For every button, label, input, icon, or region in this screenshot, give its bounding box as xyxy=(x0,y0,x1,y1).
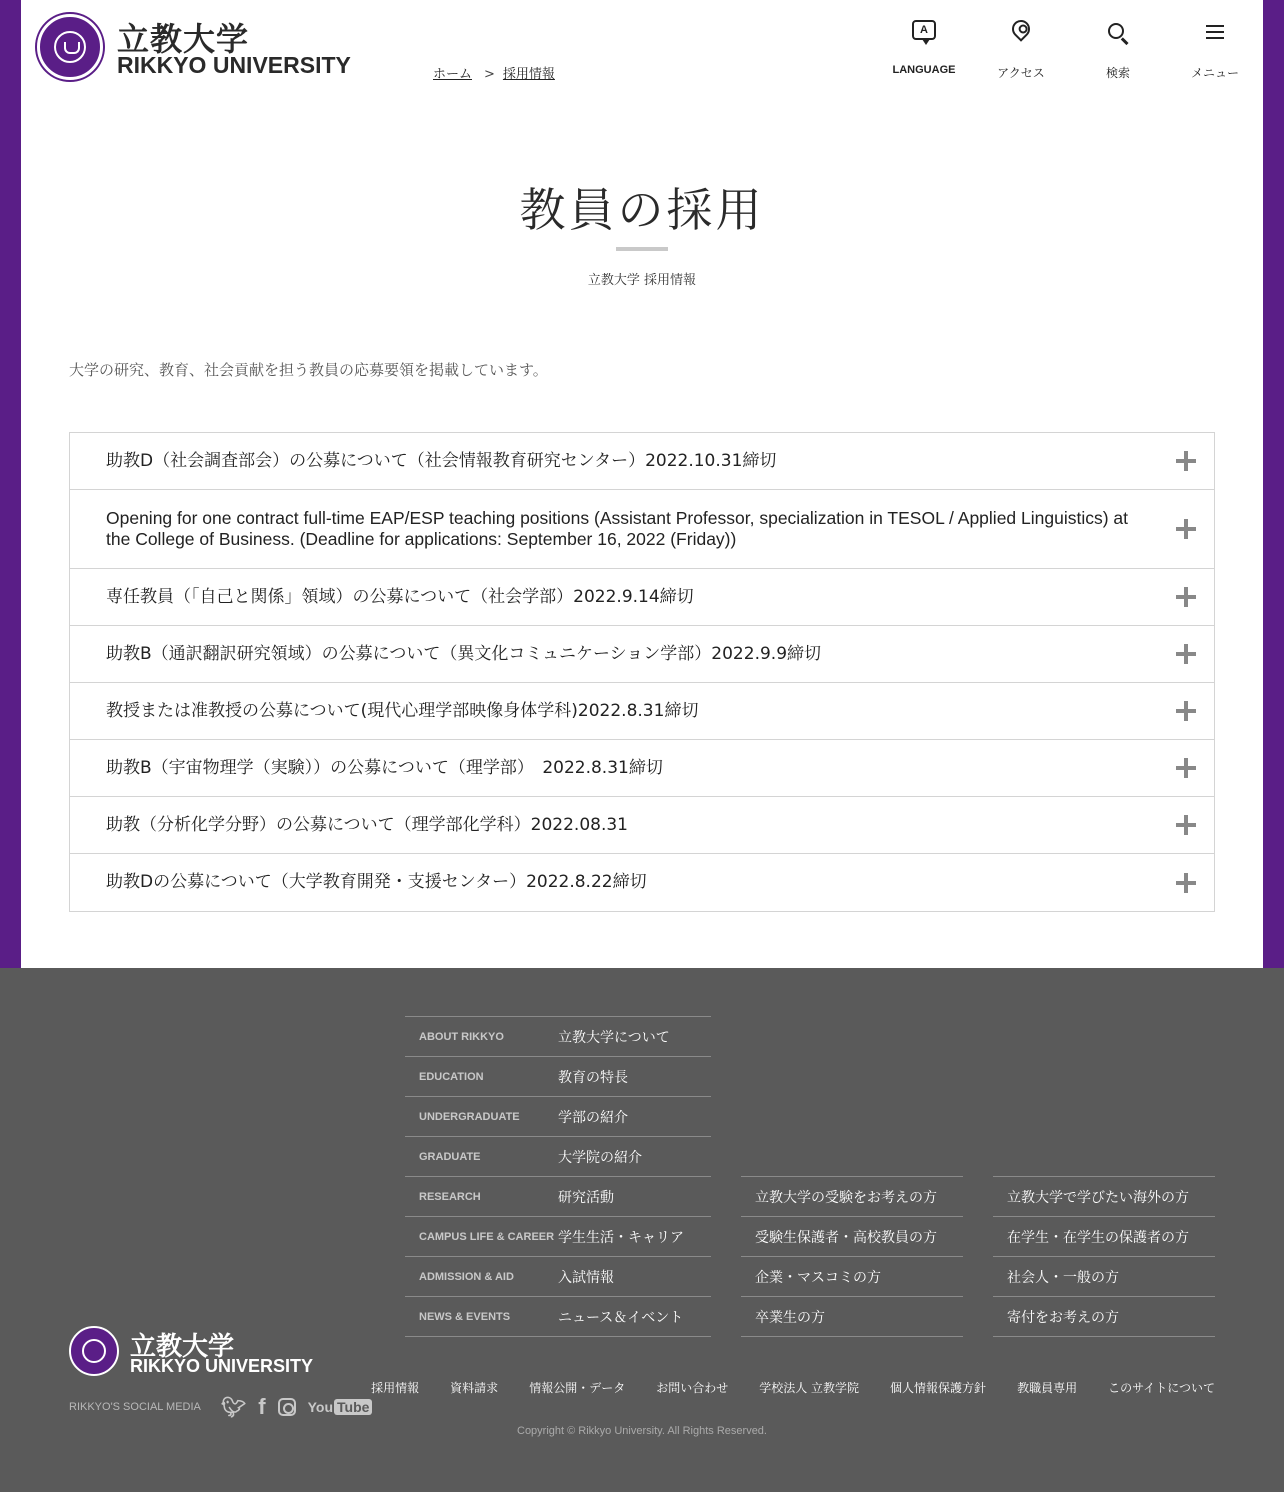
accordion-item-title: 助教B（通訳翻訳研究領域）の公募について（異文化コミュニケーション学部）2022.9.9締切 xyxy=(106,643,822,664)
footer-link-privacy[interactable]: 個人情報保護方針 xyxy=(890,1381,987,1395)
footer-nav-jp-label: 入試情報 xyxy=(558,1269,614,1286)
breadcrumb-current-link[interactable]: 採用情報 xyxy=(502,67,555,82)
breadcrumb-home-link[interactable]: ホーム xyxy=(433,67,473,82)
footer-nav-item[interactable] xyxy=(405,1177,711,1217)
facebook-icon[interactable]: f xyxy=(258,1394,266,1419)
footer-audience-link[interactable]: 在学生・在学生の保護者の方 xyxy=(993,1217,1215,1257)
title-divider xyxy=(616,247,668,251)
accordion-item[interactable] xyxy=(70,797,1214,854)
accordion-item-title: 助教Dの公募について（大学教育開発・支援センター）2022.8.22締切 xyxy=(106,872,647,892)
footer-audience-column-2 xyxy=(993,1176,1215,1337)
plus-icon[interactable] xyxy=(1176,815,1196,835)
footer-nav-en-label: UNDERGRADUATE xyxy=(419,1110,520,1123)
footer-link-recruitment[interactable]: 採用情報 xyxy=(371,1381,420,1395)
footer-audience-link[interactable]: 卒業生の方 xyxy=(741,1297,963,1337)
footer-audience-link[interactable]: 企業・マスコミの方 xyxy=(741,1257,963,1297)
social-media-bar xyxy=(69,1394,372,1420)
footer-link-request-materials[interactable]: 資料請求 xyxy=(450,1381,499,1395)
accordion-item[interactable] xyxy=(70,490,1214,569)
accordion-item-title: 助教D（社会調査部会）の公募について（社会情報教育研究センター）2022.10.31締切 xyxy=(106,450,777,471)
accordion-item[interactable] xyxy=(70,569,1214,626)
footer-link-disclosure[interactable]: 情報公開・データ xyxy=(529,1381,626,1395)
hamburger-menu-icon xyxy=(1206,25,1224,27)
twitter-icon[interactable]: 🐦︎ xyxy=(220,1396,247,1419)
footer-nav-jp-label: 教育の特長 xyxy=(558,1069,628,1086)
footer-nav-jp-label: 学生生活・キャリア xyxy=(558,1229,684,1246)
footer-audience-link[interactable]: 受験生保護者・高校教員の方 xyxy=(741,1217,963,1257)
accordion-item-title: 教授または准教授の公募について(現代心理学部映像身体学科)2022.8.31締切 xyxy=(106,700,699,721)
plus-icon[interactable] xyxy=(1176,758,1196,778)
footer-logo-japanese[interactable]: 立教大学 xyxy=(130,1332,235,1362)
search-icon xyxy=(1108,23,1124,39)
footer-nav-item[interactable] xyxy=(405,1297,711,1337)
breadcrumb xyxy=(433,63,555,82)
youtube-icon-tube: Tube xyxy=(334,1399,372,1415)
footer-university-seal-logo[interactable] xyxy=(69,1326,119,1376)
access-button[interactable] xyxy=(981,18,1061,81)
accordion-item[interactable] xyxy=(70,683,1214,740)
plus-icon[interactable] xyxy=(1176,701,1196,721)
plus-icon[interactable] xyxy=(1176,587,1196,607)
footer-nav-en-label: EDUCATION xyxy=(419,1070,484,1083)
accordion-item-title: 専任教員（「自己と関係」領域）の公募について（社会学部）2022.9.14締切 xyxy=(106,586,694,607)
footer-nav-en-label: ADMISSION & AID xyxy=(419,1270,514,1283)
plus-icon[interactable] xyxy=(1176,873,1196,893)
page-content xyxy=(21,0,1263,968)
menu-label: メニュー xyxy=(1190,66,1239,80)
page-title: 教員の採用 xyxy=(519,183,765,237)
footer-audience-link[interactable]: 寄付をお考えの方 xyxy=(993,1297,1215,1337)
footer-audience-column-1 xyxy=(741,1176,963,1337)
search-label: 検索 xyxy=(1105,66,1130,80)
accordion-item-title: Opening for one contract full-time EAP/ESP teaching positions (Assistant Professor, specialization in TESOL / Applied Linguistics) at the College of Business. (Deadline for applications: September 16, 2022 (Friday)) xyxy=(106,508,1129,549)
footer-nav-jp-label: 立教大学について xyxy=(558,1029,670,1046)
job-postings-accordion xyxy=(69,432,1215,912)
footer-nav-jp-label: ニュース＆イベント xyxy=(558,1309,684,1326)
footer-nav-item[interactable] xyxy=(405,1097,711,1137)
lead-text: 大学の研究、教育、社会貢献を担う教員の応募要領を掲載しています。 xyxy=(69,361,548,379)
footer-audience-link[interactable]: 社会人・一般の方 xyxy=(993,1257,1215,1297)
plus-icon[interactable] xyxy=(1176,644,1196,664)
footer-link-contact[interactable]: お問い合わせ xyxy=(656,1381,729,1395)
footer-nav-item[interactable] xyxy=(405,1017,711,1057)
footer-main-nav xyxy=(405,1016,711,1337)
accordion-item-title: 助教B（宇宙物理学（実験））の公募について（理学部） 2022.8.31締切 xyxy=(106,757,663,778)
plus-icon[interactable] xyxy=(1176,451,1196,471)
footer-link-about-site[interactable]: このサイトについて xyxy=(1108,1381,1215,1395)
logo-english[interactable]: RIKKYO UNIVERSITY xyxy=(117,52,351,78)
footer-nav-en-label: RESEARCH xyxy=(419,1190,481,1203)
footer-nav-jp-label: 学部の紹介 xyxy=(558,1109,628,1126)
footer-nav-item[interactable] xyxy=(405,1217,711,1257)
page-subtitle: 立教大学 採用情報 xyxy=(587,273,697,288)
accordion-item[interactable] xyxy=(70,626,1214,683)
access-label: アクセス xyxy=(997,66,1045,80)
footer-utility-links xyxy=(371,1379,1215,1396)
accordion-item-title: 助教（分析化学分野）の公募について（理学部化学科）2022.08.31 xyxy=(106,814,628,835)
footer-audience-link[interactable]: 立教大学の受験をお考えの方 xyxy=(741,1177,963,1217)
map-pin-icon xyxy=(1008,16,1033,41)
social-media-label: RIKKYO'S SOCIAL MEDIA xyxy=(69,1401,201,1413)
footer-nav-item[interactable] xyxy=(405,1057,711,1097)
footer-logo-english[interactable]: RIKKYO UNIVERSITY xyxy=(130,1356,314,1376)
footer-nav-en-label: NEWS & EVENTS xyxy=(419,1310,511,1323)
footer-audience-link[interactable]: 立教大学で学びたい海外の方 xyxy=(993,1177,1215,1217)
menu-button[interactable] xyxy=(1175,18,1255,81)
footer-link-staff[interactable]: 教職員専用 xyxy=(1017,1381,1078,1395)
youtube-icon[interactable] xyxy=(308,1399,373,1415)
youtube-icon-text: You xyxy=(307,1399,334,1415)
language-label: LANGUAGE xyxy=(892,64,956,76)
copyright: Copyright © Rikkyo University. All Rights Reserved. xyxy=(517,1425,767,1437)
instagram-icon[interactable] xyxy=(278,1398,296,1416)
footer-nav-en-label: CAMPUS LIFE & CAREER xyxy=(419,1230,555,1243)
site-footer xyxy=(0,968,1284,1492)
accordion-item[interactable] xyxy=(70,740,1214,797)
search-button[interactable] xyxy=(1078,18,1158,81)
footer-nav-item[interactable] xyxy=(405,1137,711,1177)
logo-japanese[interactable]: 立教大学 xyxy=(117,20,250,58)
footer-nav-jp-label: 研究活動 xyxy=(558,1189,614,1206)
footer-nav-en-label: GRADUATE xyxy=(419,1150,481,1163)
footer-nav-en-label: ABOUT RIKKYO xyxy=(419,1030,504,1043)
language-icon: A xyxy=(912,20,936,40)
plus-icon[interactable] xyxy=(1176,519,1196,539)
footer-nav-item[interactable] xyxy=(405,1257,711,1297)
breadcrumb-separator: > xyxy=(484,67,495,82)
language-button[interactable] xyxy=(884,18,964,76)
footer-link-rikkyo-gakuin[interactable]: 学校法人 立教学院 xyxy=(759,1381,860,1395)
university-seal-logo[interactable] xyxy=(37,14,103,80)
accordion-item[interactable] xyxy=(70,854,1214,911)
accordion-item[interactable] xyxy=(70,433,1214,490)
footer-nav-jp-label: 大学院の紹介 xyxy=(558,1149,642,1166)
